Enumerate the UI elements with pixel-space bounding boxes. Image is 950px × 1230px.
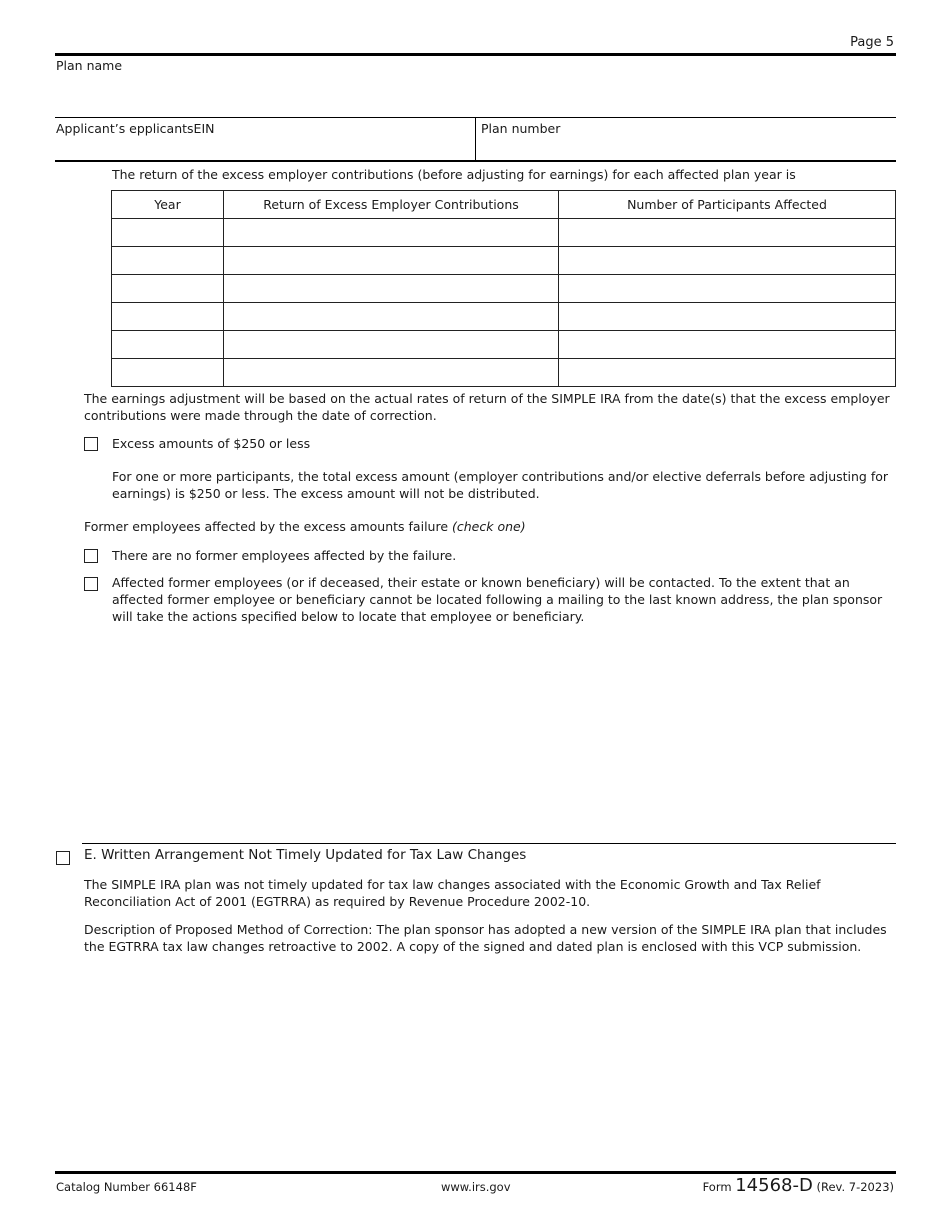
plan-number-input[interactable] <box>477 138 895 160</box>
table-row <box>112 247 896 275</box>
check-one-note: (check one) <box>452 519 526 534</box>
year-cell[interactable] <box>112 247 224 275</box>
ein-input[interactable] <box>55 138 473 160</box>
participants-cell[interactable] <box>559 331 896 359</box>
plan-name-input[interactable] <box>55 76 896 116</box>
year-cell[interactable] <box>112 303 224 331</box>
col-header-return: Return of Excess Employer Contributions <box>224 191 559 219</box>
year-cell[interactable] <box>112 359 224 387</box>
table-row <box>112 275 896 303</box>
participants-cell[interactable] <box>559 275 896 303</box>
col-header-participants: Number of Participants Affected <box>559 191 896 219</box>
no-former-employees-checkbox[interactable] <box>84 549 98 563</box>
page-number: Page 5 <box>850 35 894 50</box>
fields-divider <box>475 117 476 162</box>
section-e-para2: Description of Proposed Method of Correction: The plan sponsor has adopted a new version of the SIMPLE IRA plan that includes the EGTRRA tax law changes retroactive to 2002. A copy of the signed and dated plan is enclosed with this VCP submission. <box>84 922 887 954</box>
excess-250-description: For one or more participants, the total excess amount (employer contributions and/or elective deferrals before adjusting for earnings) is $250 or less. The excess amount will not be distributed. <box>112 469 889 501</box>
fields-bottom-rule <box>55 160 896 162</box>
return-cell[interactable] <box>224 359 559 387</box>
excess-250-checkbox[interactable] <box>84 437 98 451</box>
year-cell[interactable] <box>112 275 224 303</box>
section-e-para1: The SIMPLE IRA plan was not timely updated for tax law changes associated with the Economic Growth and Tax Relief Reconciliation Act of 2001 (EGTRRA) as required by Revenue Procedure 2002-10. <box>84 877 821 909</box>
table-row <box>112 303 896 331</box>
locate-actions-input[interactable] <box>112 630 894 830</box>
footer-rule <box>55 1171 896 1174</box>
return-intro: The return of the excess employer contributions (before adjusting for earnings) for each affected plan year is <box>112 167 796 182</box>
ein-label: Applicant’s epplicantsEIN <box>56 121 215 136</box>
former-employees-heading <box>84 518 526 535</box>
form-prefix: Form <box>702 1180 732 1194</box>
section-e-title: E. Written Arrangement Not Timely Updated for Tax Law Changes <box>84 847 527 863</box>
participants-cell[interactable] <box>559 247 896 275</box>
section-e-rule <box>82 843 896 844</box>
plan-number-label: Plan number <box>481 121 561 136</box>
participants-cell[interactable] <box>559 359 896 387</box>
table-row <box>112 219 896 247</box>
catalog-number: Catalog Number 66148F <box>56 1180 197 1194</box>
year-cell[interactable] <box>112 331 224 359</box>
participants-cell[interactable] <box>559 303 896 331</box>
participants-cell[interactable] <box>559 219 896 247</box>
earnings-adjustment-text: The earnings adjustment will be based on the actual rates of return of the SIMPLE IRA from the date(s) that the excess employer contributions were made through the date of correction. <box>84 391 890 423</box>
no-former-employees-label: There are no former employees affected by the failure. <box>112 548 457 563</box>
return-cell[interactable] <box>224 219 559 247</box>
form-number: 14568-D <box>735 1175 813 1196</box>
irs-website: www.irs.gov <box>441 1180 511 1194</box>
excess-250-label: Excess amounts of $250 or less <box>112 436 311 451</box>
col-header-year: Year <box>112 191 224 219</box>
former-employees-contacted-label: Affected former employees (or if deceased, their estate or known beneficiary) will be contacted. To the extent that an affected former employee or beneficiary cannot be located following a mailing to the last known address, the plan sponsor will take the actions specified below to locate that employee or beneficiary. <box>112 575 883 624</box>
form-revision: (Rev. 7-2023) <box>816 1180 894 1194</box>
section-e-checkbox[interactable] <box>56 851 70 865</box>
former-employees-contacted-checkbox[interactable] <box>84 577 98 591</box>
table-row <box>112 331 896 359</box>
return-cell[interactable] <box>224 247 559 275</box>
return-cell[interactable] <box>224 303 559 331</box>
form-id <box>703 1175 894 1196</box>
plan-name-label: Plan name <box>56 58 123 73</box>
return-cell[interactable] <box>224 331 559 359</box>
former-employees-heading-text: Former employees affected by the excess amounts failure <box>84 519 449 534</box>
excess-contributions-table <box>111 190 896 387</box>
return-cell[interactable] <box>224 275 559 303</box>
table-header-row <box>112 191 896 219</box>
top-rule <box>55 53 896 56</box>
year-cell[interactable] <box>112 219 224 247</box>
table-row <box>112 359 896 387</box>
